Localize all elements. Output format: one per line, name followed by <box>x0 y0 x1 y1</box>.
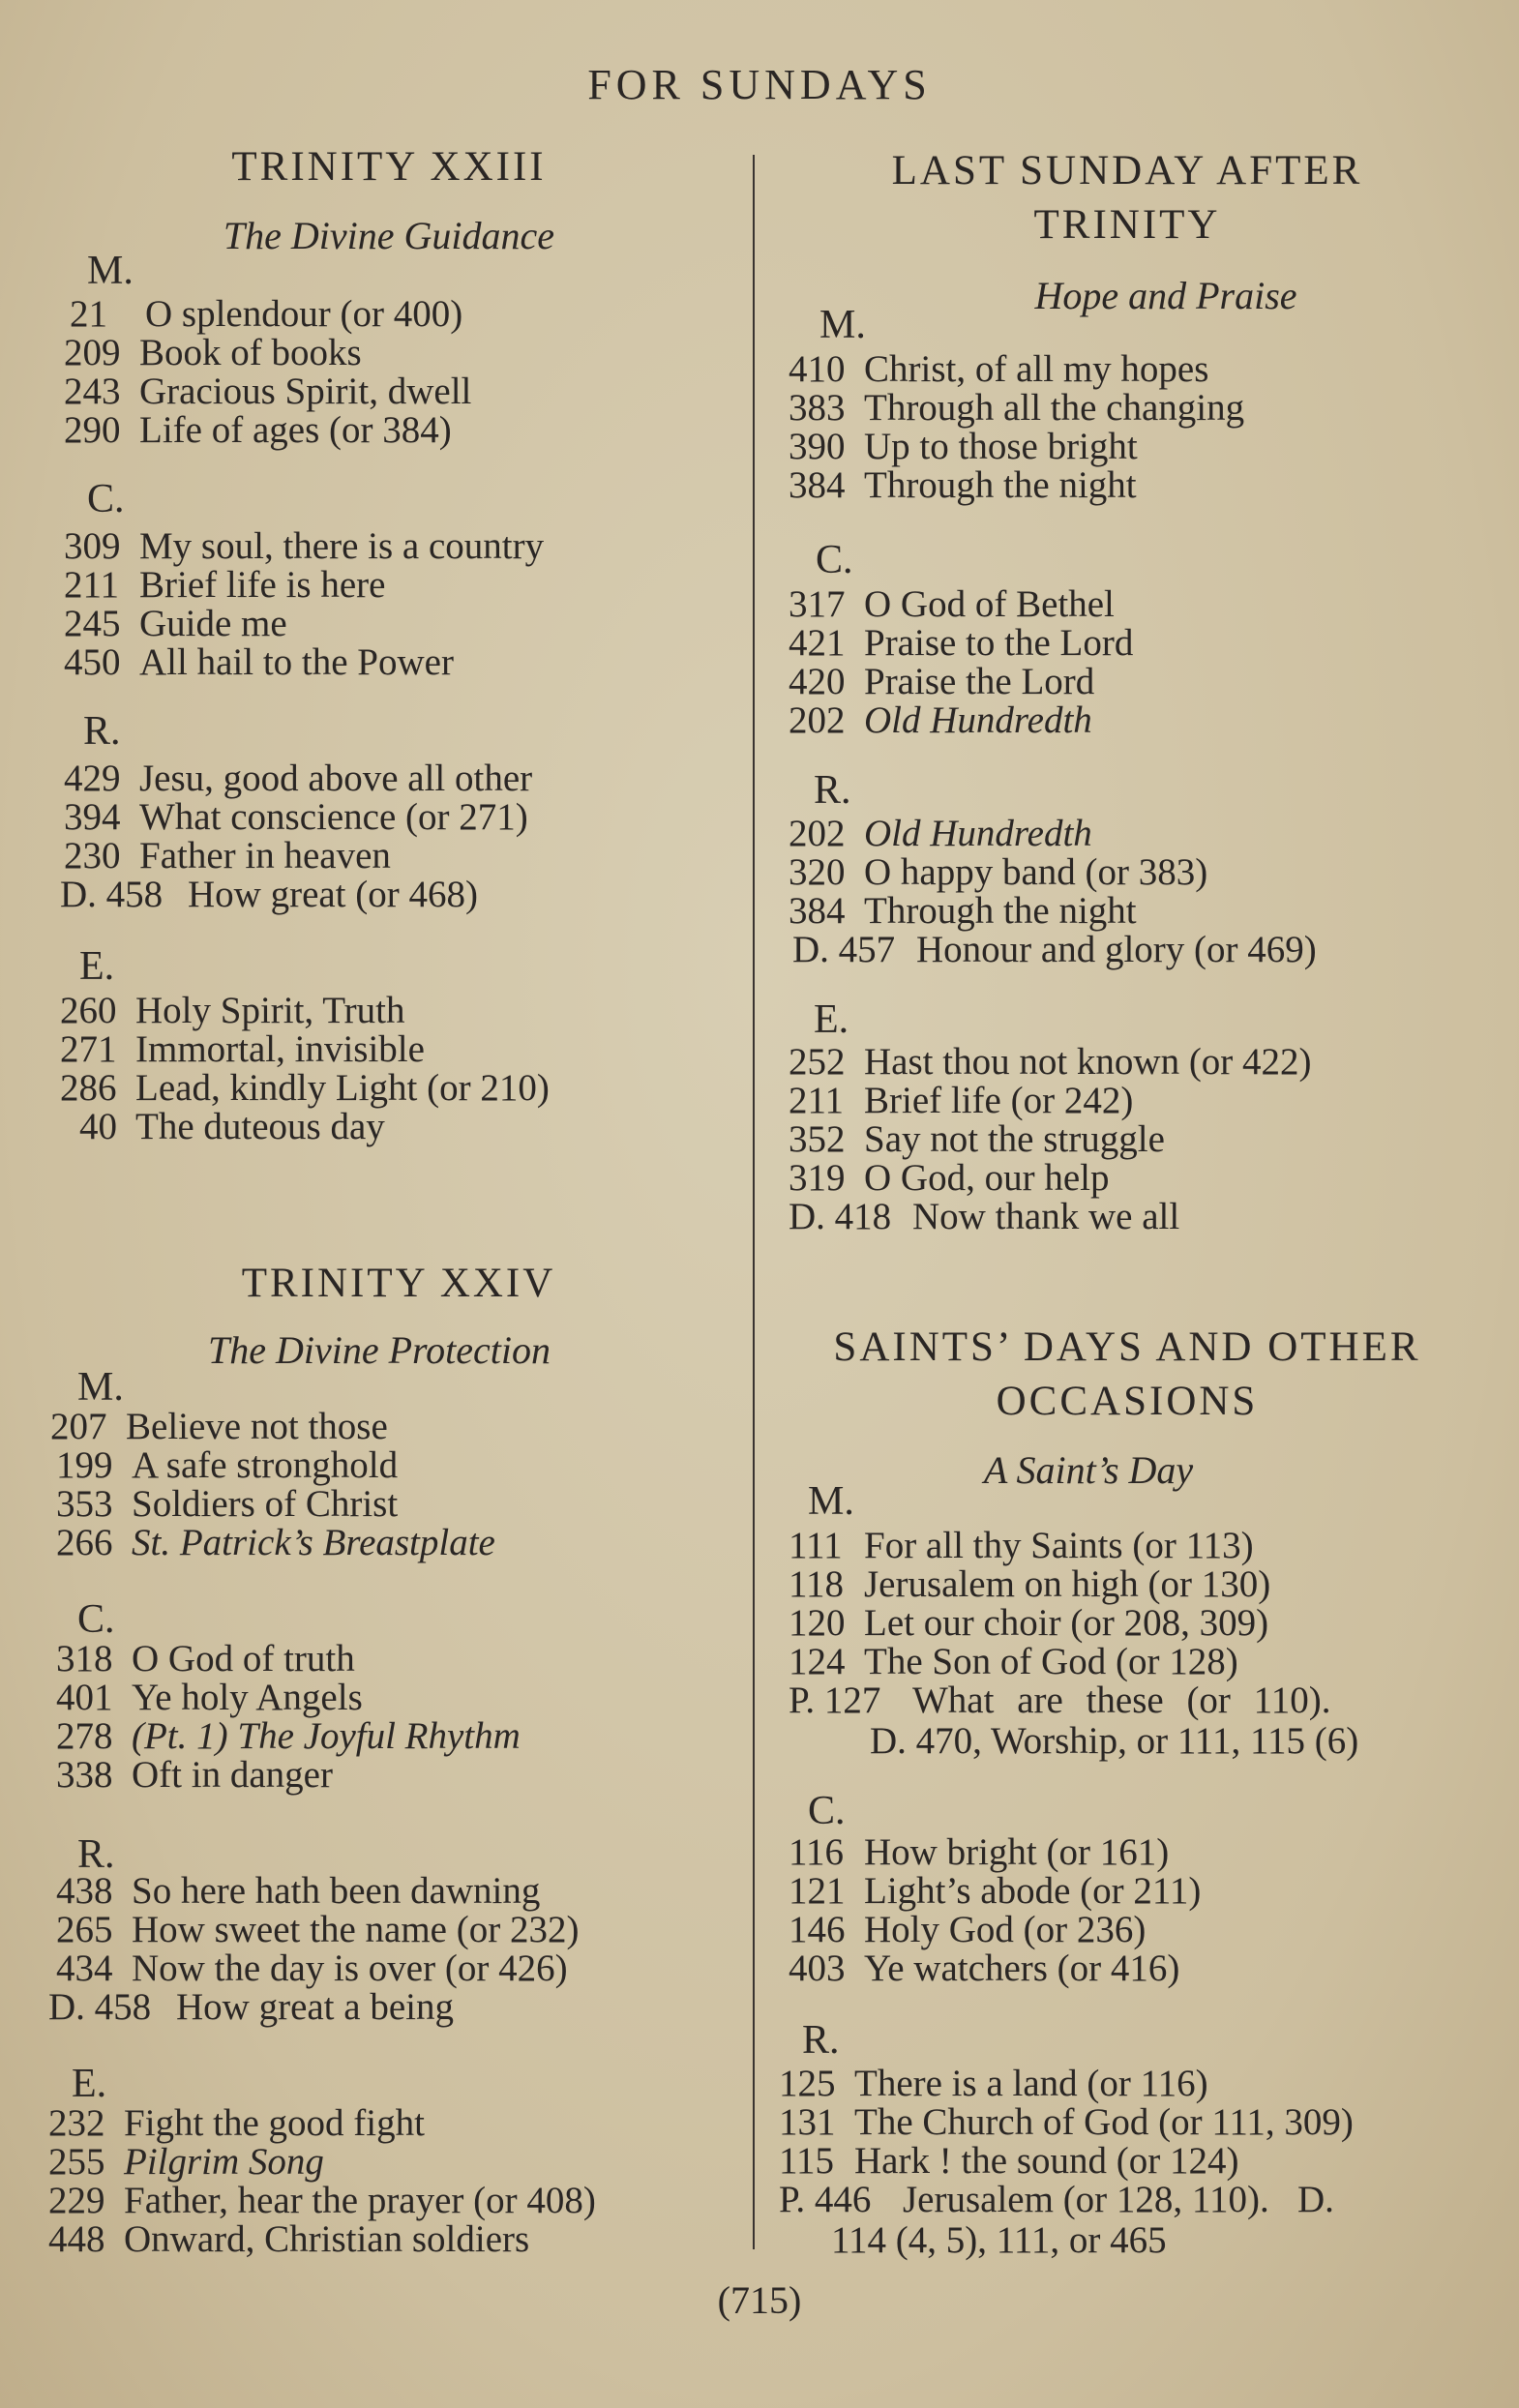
group-label-r: R. <box>802 2018 840 2063</box>
hymn-title: Father in heaven <box>139 835 391 877</box>
hymn-line <box>789 815 1092 852</box>
hymn-title: Now thank we all <box>912 1196 1180 1237</box>
hymn-title: Hark ! the sound (or 124) <box>854 2140 1239 2182</box>
hymn-line <box>64 837 391 875</box>
hymn-title: Through the night <box>864 464 1137 506</box>
hymn-number: 209 <box>64 332 121 373</box>
hymn-number: 245 <box>64 603 121 644</box>
hymn-title: Life of ages (or 384) <box>139 409 452 451</box>
hymn-line-continuation: D. 470, Worship, or 111, 115 (6) <box>870 1720 1359 1762</box>
hymn-line <box>64 566 385 604</box>
hymn-line <box>60 1030 425 1068</box>
hymn-number: 265 <box>56 1909 113 1950</box>
hymn-number: 410 <box>789 348 846 390</box>
hymn-title: Father, hear the prayer (or 408) <box>124 2180 596 2221</box>
hymn-title: Fight the good fight <box>124 2102 425 2144</box>
hymn-number: 420 <box>789 661 846 702</box>
hymn-number: 125 <box>779 2063 836 2104</box>
hymn-line <box>48 2182 596 2219</box>
hymn-title: Now the day is over (or 426) <box>132 1947 568 1989</box>
group-label-c: C. <box>87 477 125 521</box>
hymn-number: 383 <box>789 387 846 429</box>
hymn-number: 211 <box>789 1080 845 1121</box>
section-subtitle: The Divine Protection <box>208 1328 551 1372</box>
hymn-line <box>789 701 1092 739</box>
hymn-number: 202 <box>789 813 846 854</box>
hymn-title: Let our choir (or 208, 309) <box>864 1602 1269 1644</box>
hymn-line <box>789 1565 1270 1603</box>
hymn-title: My soul, there is a country <box>139 525 545 567</box>
hymn-line-continuation: 114 (4, 5), 111, or 465 <box>831 2219 1167 2261</box>
hymn-line <box>48 2104 425 2142</box>
hymn-line <box>64 334 362 372</box>
hymn-title: Jerusalem on high (or 130) <box>864 1563 1271 1605</box>
hymn-number: D. 418 <box>789 1196 892 1237</box>
hymn-title: What conscience (or 271) <box>139 796 528 838</box>
hymn-line <box>64 605 287 642</box>
hymn-line <box>779 2142 1238 2180</box>
hymn-line <box>56 1485 398 1523</box>
hymn-title: Soldiers of Christ <box>132 1483 399 1525</box>
hymn-title: For all thy Saints (or 113) <box>864 1525 1254 1566</box>
hymn-line <box>56 1872 540 1910</box>
hymn-title: Old Hundredth <box>864 699 1092 741</box>
hymn-title: The duteous day <box>135 1106 385 1147</box>
hymn-line <box>60 876 478 913</box>
hymn-title: The Son of God (or 128) <box>864 1641 1238 1682</box>
hymn-number: 146 <box>789 1909 846 1950</box>
hymn-line <box>789 1527 1254 1564</box>
hymn-title: How bright (or 161) <box>864 1831 1170 1873</box>
hymn-number: D. 457 <box>792 929 896 970</box>
hymn-title: Through the night <box>864 890 1137 932</box>
hymn-number: 255 <box>48 2141 105 2183</box>
hymn-line <box>789 624 1133 662</box>
hymn-title: O God of Bethel <box>864 583 1115 625</box>
hymn-number: 434 <box>56 1947 113 1989</box>
hymn-line <box>789 1120 1165 1158</box>
hymn-line <box>48 2220 529 2258</box>
hymn-line <box>789 350 1208 388</box>
hymn-line <box>56 1717 521 1755</box>
hymn-line <box>789 892 1137 930</box>
hymn-title: How great a being <box>176 1986 454 2028</box>
hymn-line <box>792 931 1317 968</box>
hymn-title: Old Hundredth <box>864 813 1092 854</box>
hymn-number: 290 <box>64 409 121 451</box>
hymn-line <box>56 1679 363 1716</box>
hymn-number: 319 <box>789 1157 846 1199</box>
hymn-number: 309 <box>64 525 121 567</box>
hymn-line <box>789 1833 1169 1871</box>
hymn-number: 243 <box>64 371 121 412</box>
section-title: TRINITY XXIII <box>231 144 547 190</box>
hymn-line <box>64 759 532 797</box>
hymn-number: 286 <box>60 1067 117 1109</box>
hymn-title: Brief life is here <box>139 564 386 606</box>
hymn-number: 232 <box>48 2102 105 2144</box>
hymn-line <box>789 466 1137 504</box>
hymn-title: Book of books <box>139 332 362 373</box>
hymn-title: Holy God (or 236) <box>864 1909 1147 1950</box>
hymn-title: O God of truth <box>132 1638 355 1680</box>
group-label-c: C. <box>816 538 853 582</box>
section-title-line2: OCCASIONS <box>996 1379 1259 1424</box>
section-subtitle: The Divine Guidance <box>223 214 555 257</box>
column-divider <box>753 155 755 2249</box>
hymn-number: 271 <box>60 1028 117 1070</box>
hymn-title: O God, our help <box>864 1157 1110 1199</box>
hymn-title: Immortal, invisible <box>135 1028 425 1070</box>
hymn-line <box>64 798 528 836</box>
group-label-e: E. <box>814 997 849 1042</box>
hymn-title: Guide me <box>139 603 287 644</box>
hymn-number: 421 <box>789 622 846 664</box>
hymn-number: 40 <box>79 1106 117 1147</box>
hymn-line <box>60 1069 550 1107</box>
section-title-line2: TRINITY <box>1033 202 1221 248</box>
hymn-title: Ye watchers (or 416) <box>864 1947 1180 1989</box>
hymn-line <box>50 1408 388 1445</box>
hymn-number: 390 <box>789 426 846 467</box>
hymn-line <box>56 1911 579 1948</box>
hymn-title: Christ, of all my hopes <box>864 348 1209 390</box>
hymn-number: 115 <box>779 2140 835 2182</box>
page-header: FOR SUNDAYS <box>587 61 932 108</box>
hymn-number: 384 <box>789 464 846 506</box>
hymn-line <box>60 992 405 1029</box>
hymn-title: Believe not those <box>126 1406 388 1447</box>
group-label-c: C. <box>77 1597 115 1642</box>
hymn-line <box>789 1872 1201 1910</box>
section-subtitle: A Saint’s Day <box>983 1448 1194 1492</box>
hymn-line <box>48 2143 324 2181</box>
hymn-line <box>789 1043 1312 1081</box>
hymn-title: Hast thou not known (or 422) <box>864 1041 1312 1083</box>
hymn-line <box>64 372 471 410</box>
hymn-title: Holy Spirit, Truth <box>135 990 405 1031</box>
hymn-line <box>56 1640 355 1678</box>
hymn-number: 118 <box>789 1563 845 1605</box>
hymn-number: 320 <box>789 851 846 893</box>
hymn-line <box>64 411 452 449</box>
hymn-number: 450 <box>64 641 121 683</box>
section-subtitle: Hope and Praise <box>1034 274 1297 317</box>
hymn-title: Through all the changing <box>864 387 1245 429</box>
group-label-r: R. <box>77 1832 115 1877</box>
hymn-title: Up to those bright <box>864 426 1138 467</box>
hymn-title: What are these (or 110). <box>912 1680 1331 1721</box>
hymn-number: 207 <box>50 1406 107 1447</box>
hymn-line <box>779 2103 1354 2141</box>
hymn-number: P. 127 <box>789 1680 881 1721</box>
hymn-title: Light’s abode (or 211) <box>864 1870 1202 1912</box>
hymn-number: 111 <box>789 1525 843 1566</box>
hymn-title: (Pt. 1) The Joyful Rhythm <box>132 1715 521 1757</box>
hymn-line <box>789 1643 1238 1680</box>
hymn-line <box>789 1604 1268 1642</box>
hymn-line <box>64 527 544 565</box>
hymn-number: 266 <box>56 1522 113 1563</box>
hymn-number: 120 <box>789 1602 846 1644</box>
hymn-number: D. 458 <box>60 874 164 915</box>
hymn-line <box>789 428 1138 465</box>
hymn-number: 229 <box>48 2180 105 2221</box>
group-label-r: R. <box>83 709 121 754</box>
group-label-e: E. <box>72 2062 107 2106</box>
hymn-title: A safe stronghold <box>132 1444 399 1486</box>
hymn-number: 403 <box>789 1947 846 1989</box>
hymn-line <box>789 1949 1179 1987</box>
hymn-number: 394 <box>64 796 121 838</box>
hymn-number: 353 <box>56 1483 113 1525</box>
hymn-title: There is a land (or 116) <box>854 2063 1208 2104</box>
section-title: SAINTS’ DAYS AND OTHER <box>833 1324 1421 1370</box>
group-label-m: M. <box>819 303 866 347</box>
hymn-title: How great (or 468) <box>188 874 478 915</box>
hymn-title: O happy band (or 383) <box>864 851 1208 893</box>
hymn-title: Jesu, good above all other <box>139 758 533 799</box>
hymn-number: 124 <box>789 1641 846 1682</box>
hymn-number: 211 <box>64 564 120 606</box>
hymn-number: 317 <box>789 583 846 625</box>
hymn-title: Gracious Spirit, dwell <box>139 371 472 412</box>
group-label-m: M. <box>77 1365 124 1410</box>
hymn-title: St. Patrick’s Breastplate <box>132 1522 495 1563</box>
hymn-number: 448 <box>48 2218 105 2260</box>
group-label-m: M. <box>87 249 134 293</box>
hymn-number: 429 <box>64 758 121 799</box>
hymn-line <box>779 2065 1208 2102</box>
hymn-number: 230 <box>64 835 121 877</box>
hymn-title: Jerusalem (or 128, 110). D. <box>903 2179 1334 2220</box>
hymn-title: Onward, Christian soldiers <box>124 2218 530 2260</box>
hymn-line <box>56 1949 568 1987</box>
hymn-title: Praise the Lord <box>864 661 1095 702</box>
hymn-title: Ye holy Angels <box>132 1677 363 1718</box>
hymn-line <box>56 1756 333 1794</box>
hymn-number: 338 <box>56 1754 113 1796</box>
hymn-line <box>789 1159 1109 1197</box>
hymn-number: 202 <box>789 699 846 741</box>
hymn-line <box>70 295 462 333</box>
hymn-number: P. 446 <box>779 2179 872 2220</box>
hymn-number: 21 <box>70 293 107 335</box>
hymn-line <box>789 1911 1146 1948</box>
page-number: (715) <box>717 2278 802 2322</box>
hymn-number: 318 <box>56 1638 113 1680</box>
section-title: TRINITY XXIV <box>241 1261 556 1306</box>
hymn-number: 116 <box>789 1831 845 1873</box>
section-title: LAST SUNDAY AFTER <box>891 148 1363 193</box>
hymn-number: 278 <box>56 1715 113 1757</box>
hymn-title: Pilgrim Song <box>124 2141 324 2183</box>
hymn-line <box>48 1988 454 2026</box>
hymn-number: 352 <box>789 1118 846 1160</box>
hymn-line <box>789 1681 1330 1719</box>
hymn-number: 131 <box>779 2101 836 2143</box>
hymn-number: 384 <box>789 890 846 932</box>
hymn-line <box>789 663 1094 700</box>
hymn-line <box>789 1082 1133 1119</box>
hymn-line <box>56 1524 495 1561</box>
hymn-title: Brief life (or 242) <box>864 1080 1134 1121</box>
hymn-title: Say not the struggle <box>864 1118 1165 1160</box>
hymn-title: The Church of God (or 111, 309) <box>854 2101 1354 2143</box>
hymn-line <box>789 585 1115 623</box>
group-label-r: R. <box>814 768 851 813</box>
hymn-title: Oft in danger <box>132 1754 333 1796</box>
hymn-number: 438 <box>56 1870 113 1912</box>
hymn-title: Honour and glory (or 469) <box>916 929 1317 970</box>
hymn-line <box>789 853 1207 891</box>
hymn-number: 252 <box>789 1041 846 1083</box>
group-label-e: E. <box>79 944 115 989</box>
hymn-title: So here hath been dawning <box>132 1870 541 1912</box>
hymn-title: All hail to the Power <box>139 641 454 683</box>
hymn-number: 199 <box>56 1444 113 1486</box>
group-label-m: M. <box>808 1479 854 1524</box>
hymn-title: Praise to the Lord <box>864 622 1134 664</box>
hymn-line <box>789 389 1244 427</box>
hymn-number: 121 <box>789 1870 846 1912</box>
hymn-line <box>56 1446 398 1484</box>
hymn-title: How sweet the name (or 232) <box>132 1909 580 1950</box>
hymn-number: D. 458 <box>48 1986 152 2028</box>
hymn-line <box>79 1108 385 1145</box>
hymn-title: Lead, kindly Light (or 210) <box>135 1067 550 1109</box>
hymn-line <box>64 643 454 681</box>
group-label-c: C. <box>808 1789 846 1833</box>
hymn-line <box>789 1198 1179 1235</box>
hymn-number: 401 <box>56 1677 113 1718</box>
hymn-line <box>779 2181 1334 2218</box>
hymn-title: O splendour (or 400) <box>145 293 463 335</box>
hymn-number: 260 <box>60 990 117 1031</box>
